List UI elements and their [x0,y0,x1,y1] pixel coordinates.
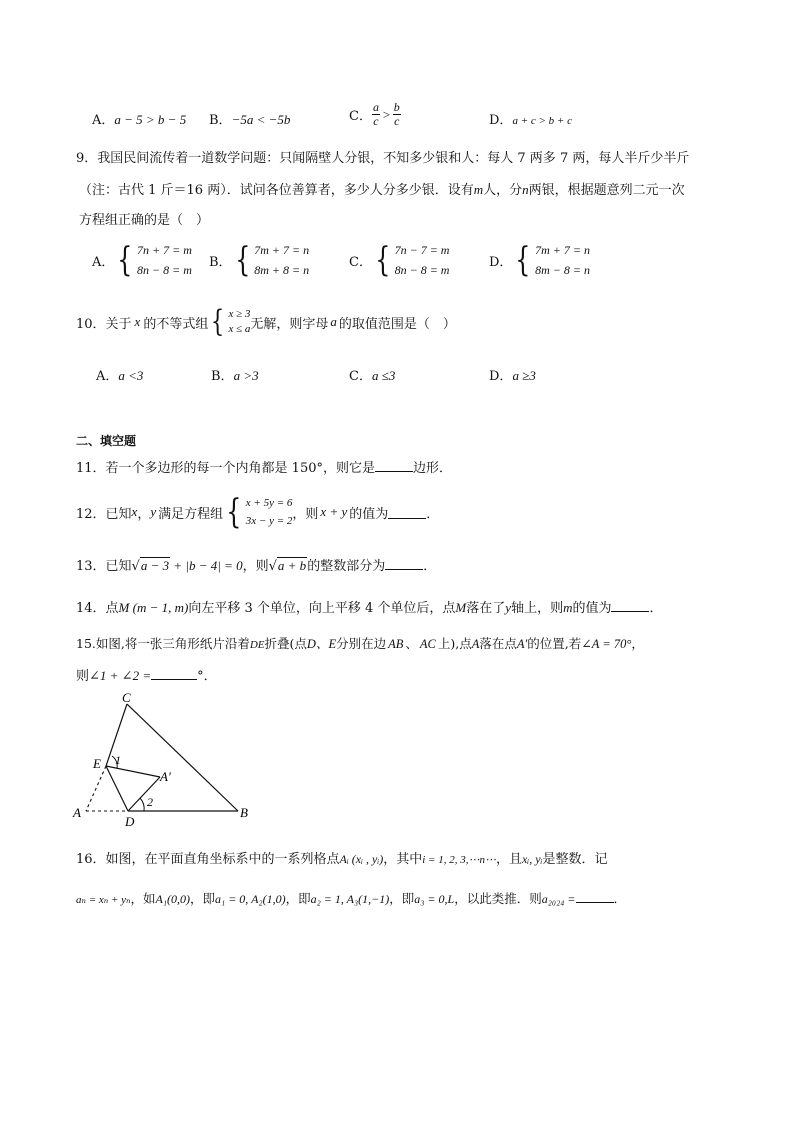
text: 的位置,若 [527,636,582,651]
equation: 3x − y = 2 [245,515,293,527]
text: 16．如图，在平面直角坐标系中的一系列格点 [76,852,340,867]
option-label: C． [349,109,372,124]
label-c: C [122,690,131,705]
text: 的取值范围是（ ） [338,316,456,332]
text: ． [423,559,437,574]
point: Aᵢ (xᵢ , yᵢ) [339,852,384,866]
option-c [349,365,395,384]
option-expression: −5a < −5b [231,112,291,127]
index-set: i = 1, 2, 3,⋯n⋯ [422,854,496,866]
option-label: B． [209,254,232,270]
point: A [471,637,480,651]
brace: { [226,492,242,532]
text: 11．若一个多边形的每一个内角都是 150°，则它是 [76,461,375,476]
label-angle-2: 2 [147,795,153,809]
variable: m [563,600,573,615]
text: 10．关于 [76,316,132,332]
text: 向左平移 3 个单位，向上平移 4 个单位后，点 [188,601,456,616]
text: 分别在边 [336,636,387,651]
text: ，即 [389,891,415,906]
label-b: B [240,805,248,820]
option-label: C． [349,254,372,270]
text: ，即 [190,891,216,906]
operator: > [381,106,391,122]
label-d: D [125,814,135,829]
answer-blank [388,506,426,519]
text: 的值为 [572,601,612,616]
fold-line-de [106,766,128,811]
text: 的整数部分为 [307,559,386,574]
text: 落在了 [466,601,506,616]
expression: aₙ = xₙ + yₙ [76,894,131,906]
equation: x + 5y = 6 [245,497,293,509]
text: 是整数．记 [542,852,608,867]
text: 折叠(点 [264,636,307,651]
text: 12．已知 [76,506,132,522]
point: A′ [516,637,528,651]
text: ， [137,506,151,522]
text: ． [649,601,663,616]
label-angle-1: 1 [115,753,121,767]
expression: x + y [320,504,348,519]
expression: a₂ = 1, A₃(1,−1) [310,892,390,906]
option-expression: a + c > b + c [512,115,572,127]
point: M (m − 1, m) [118,600,189,615]
variable: y [505,600,512,615]
option-label: B． [209,113,232,128]
question-13 [76,555,436,574]
brace: { [375,240,391,280]
text: 的不等式组 [143,316,209,332]
question-15-line-2 [76,665,217,684]
fraction [372,101,380,128]
equation: 7m + 7 = n [535,243,590,257]
segment: DE [249,639,265,651]
radical-sign: √ [131,559,140,574]
option-label: A． [96,369,119,384]
text: ，且 [495,852,522,867]
answer-blank [576,890,614,903]
text: （注：古代 1 斤＝16 两）．试问各位善算者，多少人分多少银．设有 [79,183,474,198]
expression: a₃ = 0,L [414,892,455,906]
question-15-line-1 [76,634,644,652]
text: ，则 [242,559,269,574]
variable: m [473,182,484,197]
variable: n [522,182,529,197]
text: 13．已知 [76,559,132,574]
answer-blank [151,667,197,680]
segment: AB [388,637,404,651]
label-e: E [93,756,101,771]
text: 无解，则字母 [250,316,329,332]
text: 边形． [413,461,453,476]
question-14 [76,597,663,616]
expression: ∠1 + ∠2 = [89,668,152,683]
question-16-line-2 [76,889,626,907]
option-a [96,365,143,384]
text: °． [197,669,217,684]
radicand: a + b [277,558,307,573]
expression: a₁ = 0, A₂(1,0) [215,892,286,906]
text: ，则 [292,506,319,522]
text: 、 [405,636,418,651]
option-a [92,240,192,280]
equation: 8m − 8 = n [535,263,590,277]
text: 的值为 [349,506,389,522]
answer-blank [385,557,423,570]
text: 两银，根据题意列二元一次 [528,183,685,198]
label-a: A [73,805,81,820]
text: ， [631,636,644,651]
option-label: C． [349,369,372,384]
option-expression: a − 5 > b − 5 [114,112,187,127]
option-label: B． [211,369,234,384]
variable: x [131,504,138,519]
numerator: b [393,100,400,114]
brace: { [117,240,133,280]
brace: { [234,240,250,280]
radical-sign: √ [268,559,277,574]
question-9-line-2 [79,179,685,198]
option-expression: a <3 [118,368,144,383]
option-a [92,109,186,128]
option-expression: a ≥3 [512,368,536,383]
question-11 [76,457,452,476]
option-d [489,240,590,280]
text: 则 [76,669,90,684]
text: ，其中 [383,852,423,867]
equation: 8n − 8 = m [137,263,192,277]
text: ． [613,891,627,906]
text: 落在点 [479,636,517,651]
option-b [211,365,259,384]
text: ． [426,506,440,522]
option-b [209,109,290,128]
option-d [489,365,536,384]
variable: x [134,314,141,329]
equation: 7n − 7 = m [394,243,450,257]
text: ，即 [285,891,311,906]
question-10 [76,304,456,339]
denominator: c [394,114,400,128]
side-ea-dashed [86,766,106,811]
option-label: A． [92,254,115,270]
angle-2-arc [140,798,144,811]
text: 14．点 [76,601,119,616]
fraction [393,101,401,128]
question-9-line-1: 9．我国民间流传着一道数学问题：只闻隔壁人分银，不知多少银和人：每人 7 两多 7 两，每人半斤少半斤 [76,151,690,166]
inequality: x ≥ 3 [228,308,251,320]
text: 上),点 [437,636,472,651]
inequality: x ≤ a [228,323,251,335]
option-b [209,240,309,280]
text: 人，分 [483,183,523,198]
option-label: D． [489,113,513,128]
question-16-line-1 [76,848,607,867]
section-heading: 二、填空题 [76,434,137,448]
segment: AC [419,637,436,651]
option-c [349,240,449,280]
equation: 8m + 8 = n [254,263,310,277]
brace: { [515,240,531,280]
denominator: c [373,114,379,128]
radicand: a − 3 [140,558,170,573]
text: 15.如图,将一张三角形纸片沿着 [76,636,250,651]
option-expression: a >3 [233,368,259,383]
text: ，如 [130,891,156,906]
text: 满足方程组 [158,506,224,522]
variables: xᵢ, yᵢ [521,852,543,866]
option-label: D． [489,254,513,270]
option-label: D． [489,369,513,384]
side-ea-prime [106,766,160,777]
equation: 7m + 7 = n [254,243,310,257]
angle-condition: ∠A = 70° [581,637,632,651]
text: ，以此类推．则 [454,891,542,906]
expression: + |b − 4| = 0 [170,558,243,573]
equation: 7n + 7 = m [137,243,192,257]
points: D、E [306,637,337,651]
answer-blank [375,459,413,472]
text: 轴上，则 [511,601,564,616]
point: A₁(0,0) [155,892,190,906]
numerator: a [372,100,379,114]
triangle-fold-figure [70,690,270,830]
option-d [489,109,572,128]
variable: M [455,600,467,615]
brace: { [211,304,225,339]
question-9-line-3: 方程组正确的是（ ） [79,213,210,228]
option-expression: a ≤3 [371,368,396,383]
option-label: A． [92,113,115,128]
expression: a₂₀₂₄ = [541,892,576,906]
equation: 8n − 8 = m [394,263,450,277]
answer-blank [611,599,649,612]
option-c [349,101,401,128]
label-a-prime: A′ [160,769,171,784]
question-12 [76,494,439,530]
variable: y [150,504,157,519]
variable: a [330,314,337,329]
